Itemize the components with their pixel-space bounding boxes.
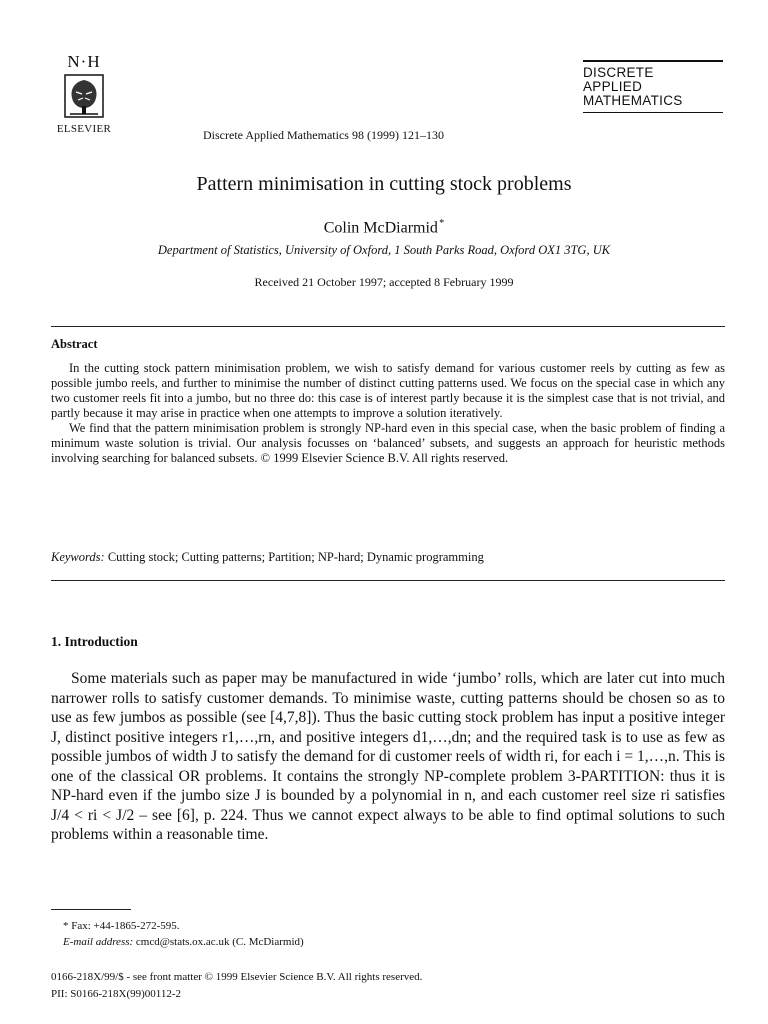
- footnote-fax: * Fax: +44-1865-272-595.: [63, 920, 180, 932]
- email-label: E-mail address:: [63, 936, 134, 948]
- abstract-bottom-rule: [51, 580, 725, 581]
- copyright-line: 0166-218X/99/$ - see front matter © 1999 Elsevier Science B.V. All rights reserved.: [51, 971, 423, 983]
- abstract-paragraph: In the cutting stock pattern minimisation problem, we wish to satisfy demand for various customer reels by cutting as few as possible jumbo reels, and further to minimise the number of distinct cutting patterns used. We focus on the special case in which any two customer reels fit into a jumbo, but no three do: this case is of interest partly because it is the simplest case that is not trivial, and partly because it may arise in practice when one attempts to improve a solution iteratively.: [51, 361, 725, 420]
- section-heading: 1. Introduction: [51, 634, 138, 649]
- abstract-heading: Abstract: [51, 337, 98, 351]
- footnote-rule: [51, 909, 131, 910]
- journal-title-rule: [583, 60, 723, 62]
- pii-line: PII: S0166-218X(99)00112-2: [51, 988, 182, 1000]
- article-title: Pattern minimisation in cutting stock problems: [196, 173, 572, 195]
- journal-title-block: [583, 60, 723, 113]
- section-body: [51, 669, 725, 845]
- journal-title-line-2: APPLIED: [583, 79, 643, 94]
- keywords-list: Cutting stock; Cutting patterns; Partition; NP-hard; Dynamic programming: [107, 550, 484, 564]
- journal-title-rule-bottom: [583, 112, 723, 113]
- tree-emblem-icon: [62, 72, 106, 120]
- copyright-block: [51, 969, 422, 1003]
- author-footnote-mark[interactable]: *: [439, 218, 445, 229]
- keywords: [51, 550, 725, 565]
- intro-paragraph: Some materials such as paper may be manufactured in wide ‘jumbo’ rolls, which are later cut into much narrower rolls to satisfy customer demands. To minimise waste, cutting patterns should be chosen so as to use as few jumbos as possible (see [4,7,8]). Thus the basic cutting stock problem has input a positive integer J, distinct positive integers r1,…,rn, and positive integers d1,…,dn; and the required task is to use as few as possible jumbos of width J to satisfy the demand for di customer reels of width ri, for each i = 1,…,n. This is one of the classical OR problems. It contains the strongly NP-complete problem 3-PARTITION: thus it is NP-hard even if the jumbo size J is bounded by a polynomial in n, and each customer reel size ri satisfies J/4 < ri < J/2 – see [6], p. 224. Thus we cannot expect always to be able to find optimal solutions to such problems within a reasonable time.: [51, 670, 725, 843]
- journal-title-line-3: MATHEMATICS: [583, 93, 683, 108]
- publisher-logo-text: N·H: [67, 52, 101, 71]
- author-affiliation: Department of Statistics, University of Oxford, 1 South Parks Road, Oxford OX1 3TG, UK: [157, 243, 611, 257]
- abstract-top-rule: [51, 326, 725, 327]
- author-line: [0, 218, 768, 237]
- footnote-email: [51, 934, 304, 950]
- keywords-label: Keywords:: [51, 550, 105, 564]
- abstract-paragraph: We find that the pattern minimisation problem is strongly NP-hard even in this special case, when the basic problem of finding a minimum waste solution is trivial. Our analysis focusses on ‘balanced’ subsets, and suggests an approach for heuristic methods involving searching for balanced subsets. © 1999 Elsevier Science B.V. All rights reserved.: [51, 421, 725, 465]
- abstract-body: [51, 361, 725, 466]
- article-dates: Received 21 October 1997; accepted 8 February 1999: [254, 275, 514, 289]
- footnotes: [51, 918, 304, 950]
- publisher-name: ELSEVIER: [56, 123, 112, 135]
- author-name: Colin McDiarmid: [323, 219, 438, 237]
- journal-title-line-1: DISCRETE: [583, 65, 654, 80]
- journal-citation: Discrete Applied Mathematics 98 (1999) 121–130: [203, 128, 444, 142]
- email-address[interactable]: cmcd@stats.ox.ac.uk (C. McDiarmid): [135, 936, 304, 948]
- publisher-logo: [52, 54, 116, 135]
